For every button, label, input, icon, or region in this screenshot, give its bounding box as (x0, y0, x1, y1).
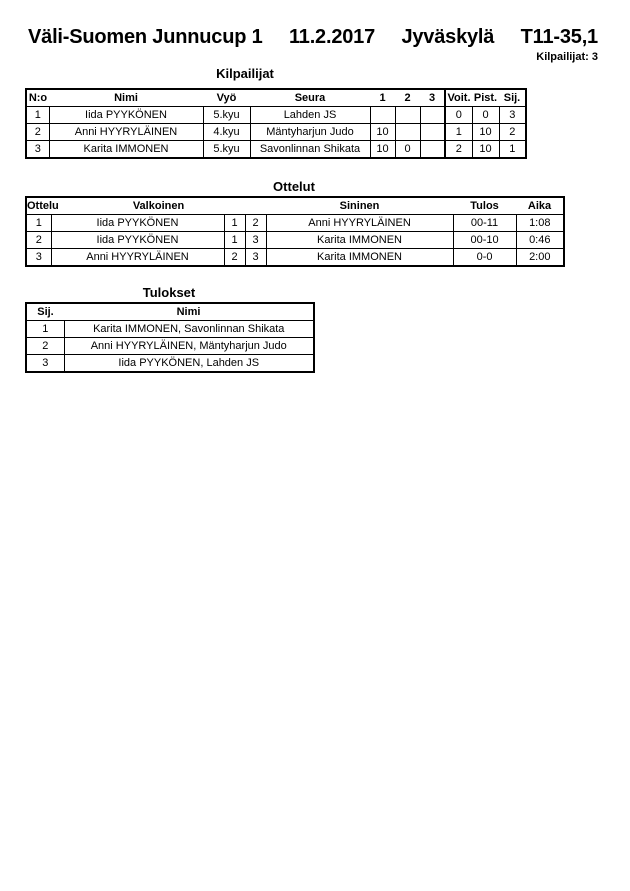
match-white-no-cell: 2 (224, 249, 245, 267)
competitors-section-title: Kilpailijat (216, 66, 274, 81)
competitors-header-points: Pist. (472, 89, 499, 107)
competitor-match3-cell (420, 141, 445, 159)
competitor-place-cell: 3 (499, 107, 526, 124)
competitor-points-cell: 10 (472, 141, 499, 159)
competitor-belt-cell: 5.kyu (203, 141, 250, 159)
result-name-cell: Anni HYYRYLÄINEN, Mäntyharjun Judo (64, 338, 314, 355)
match-blue-name-cell: Anni HYYRYLÄINEN (266, 215, 453, 232)
competitors-header-row (26, 89, 526, 107)
results-table (25, 302, 315, 373)
competitor-row (26, 107, 526, 124)
competitor-name-cell: Iida PYYKÖNEN (49, 107, 203, 124)
competitor-no-cell: 1 (26, 107, 49, 124)
matches-header-match: Ottelu (26, 197, 51, 215)
match-row (26, 215, 564, 232)
matches-header-white: Valkoinen (51, 197, 266, 215)
matches-table (25, 196, 565, 267)
competitors-header-match1: 1 (370, 89, 395, 107)
competitors-header-match3: 3 (420, 89, 445, 107)
result-row (26, 321, 314, 338)
matches-header-blue: Sininen (266, 197, 453, 215)
competitor-row (26, 124, 526, 141)
competitor-points-cell: 10 (472, 124, 499, 141)
results-section-title: Tulokset (142, 285, 196, 300)
competitor-match3-cell (420, 107, 445, 124)
match-time-cell: 1:08 (516, 215, 564, 232)
competitors-table (25, 88, 527, 159)
match-blue-name-cell: Karita IMMONEN (266, 249, 453, 267)
competitor-row (26, 141, 526, 159)
result-row (26, 355, 314, 373)
competitor-club-cell: Mäntyharjun Judo (250, 124, 370, 141)
competitor-club-cell: Lahden JS (250, 107, 370, 124)
result-name-cell: Karita IMMONEN, Savonlinnan Shikata (64, 321, 314, 338)
result-name-cell: Iida PYYKÖNEN, Lahden JS (64, 355, 314, 373)
competitors-header-club: Seura (250, 89, 370, 107)
competitor-place-cell: 1 (499, 141, 526, 159)
result-row (26, 338, 314, 355)
page-title (28, 26, 598, 49)
match-blue-no-cell: 2 (245, 215, 266, 232)
results-header-row (26, 303, 314, 321)
competitor-no-cell: 3 (26, 141, 49, 159)
competitors-header-wins: Voit. (445, 89, 472, 107)
competitor-match2-cell: 0 (395, 141, 420, 159)
result-place-cell: 3 (26, 355, 64, 373)
match-blue-no-cell: 3 (245, 232, 266, 249)
competitor-wins-cell: 2 (445, 141, 472, 159)
competitors-count-label: Kilpailijat: 3 (536, 51, 598, 63)
result-place-cell: 1 (26, 321, 64, 338)
competitors-header-belt: Vyö (203, 89, 250, 107)
result-place-cell: 2 (26, 338, 64, 355)
competitor-wins-cell: 0 (445, 107, 472, 124)
results-header-place: Sij. (26, 303, 64, 321)
title-location: Jyväskylä (401, 26, 495, 48)
competitor-match3-cell (420, 124, 445, 141)
competitors-header-name: Nimi (49, 89, 203, 107)
matches-header-score: Tulos (453, 197, 516, 215)
competitor-belt-cell: 5.kyu (203, 107, 250, 124)
match-score-cell: 0-0 (453, 249, 516, 267)
match-no-cell: 2 (26, 232, 51, 249)
competitor-match1-cell (370, 107, 395, 124)
competitor-name-cell: Anni HYYRYLÄINEN (49, 124, 203, 141)
competitor-match1-cell: 10 (370, 141, 395, 159)
title-event-name: Väli-Suomen Junnucup 1 (28, 26, 263, 48)
competitors-header-place: Sij. (499, 89, 526, 107)
match-white-no-cell: 1 (224, 215, 245, 232)
competitor-match2-cell (395, 124, 420, 141)
competitor-match2-cell (395, 107, 420, 124)
match-white-no-cell: 1 (224, 232, 245, 249)
competitors-header-match2: 2 (395, 89, 420, 107)
match-white-name-cell: Anni HYYRYLÄINEN (51, 249, 224, 267)
match-row (26, 249, 564, 267)
match-time-cell: 2:00 (516, 249, 564, 267)
competitor-no-cell: 2 (26, 124, 49, 141)
competitor-match1-cell: 10 (370, 124, 395, 141)
matches-header-row (26, 197, 564, 215)
results-header-name: Nimi (64, 303, 314, 321)
matches-header-time: Aika (516, 197, 564, 215)
matches-section-title: Ottelut (273, 179, 315, 194)
match-blue-no-cell: 3 (245, 249, 266, 267)
competitor-wins-cell: 1 (445, 124, 472, 141)
competitor-place-cell: 2 (499, 124, 526, 141)
match-white-name-cell: Iida PYYKÖNEN (51, 215, 224, 232)
match-row (26, 232, 564, 249)
competitor-belt-cell: 4.kyu (203, 124, 250, 141)
match-time-cell: 0:46 (516, 232, 564, 249)
match-no-cell: 3 (26, 249, 51, 267)
match-score-cell: 00-11 (453, 215, 516, 232)
competitor-club-cell: Savonlinnan Shikata (250, 141, 370, 159)
match-score-cell: 00-10 (453, 232, 516, 249)
title-category: T11-35,1 (520, 26, 598, 48)
match-no-cell: 1 (26, 215, 51, 232)
match-blue-name-cell: Karita IMMONEN (266, 232, 453, 249)
match-white-name-cell: Iida PYYKÖNEN (51, 232, 224, 249)
title-date: 11.2.2017 (288, 26, 376, 48)
competitor-name-cell: Karita IMMONEN (49, 141, 203, 159)
competitor-points-cell: 0 (472, 107, 499, 124)
competitors-header-no: N:o (26, 89, 49, 107)
